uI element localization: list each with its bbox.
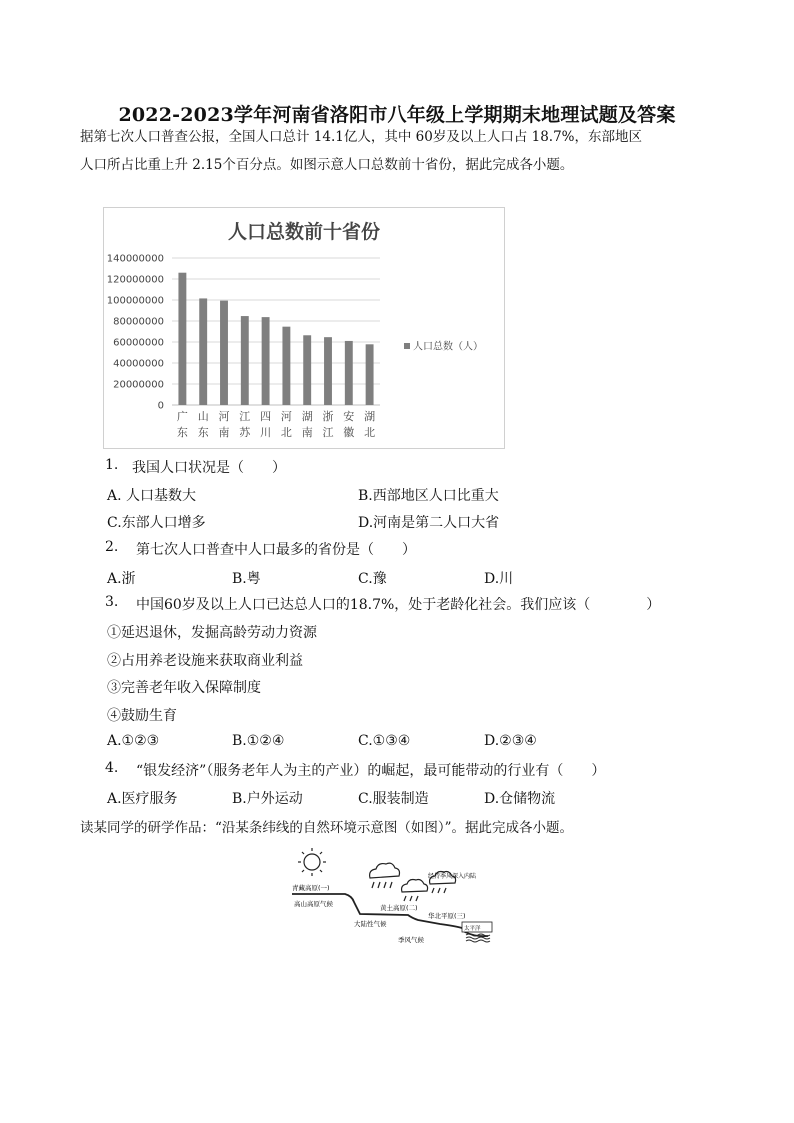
q2-option-c: C.豫 [358, 571, 387, 587]
x-tick-label: 广 [176, 410, 188, 423]
x-tick-label: 江 [322, 426, 334, 439]
bar-广东 [178, 273, 186, 405]
q4-number: 4. [105, 760, 119, 776]
rain-cloud-icon-1 [370, 863, 400, 888]
q3-option-c: C.①③④ [358, 733, 411, 749]
y-tick-label: 0 [157, 400, 164, 412]
x-tick-label: 河 [218, 410, 230, 423]
x-tick-label: 苏 [239, 426, 251, 439]
q4-stem: “银发经济”（服务老年人为主的产业）的崛起，最可能带动的行业有（ ） [136, 763, 606, 779]
x-tick-label: 湖 [364, 410, 376, 423]
q3-item-3: ③完善老年收入保障制度 [107, 680, 261, 696]
x-tick-label: 北 [280, 426, 292, 439]
x-tick-label: 徽 [343, 426, 355, 439]
reading-prompt: 读某同学的研学作品：“沿某条纬线的自然环境示意图（如图）”。据此完成各小题。 [80, 820, 574, 836]
q2-option-b: B.粤 [232, 571, 261, 587]
label-fengshi: 经持季风深入内陆 [428, 873, 477, 880]
q3-option-b: B.①②④ [232, 733, 285, 749]
label-huangtu: 黄土高原(二) [380, 904, 418, 912]
y-tick-label: 40000000 [113, 358, 164, 370]
y-tick-label: 60000000 [113, 337, 164, 349]
q2-option-a: A.浙 [107, 571, 136, 587]
x-tick-label: 浙 [322, 410, 334, 423]
label-jifeng: 季风气候 [398, 936, 424, 944]
sketch-svg [290, 842, 500, 947]
q4-option-a: A.医疗服务 [107, 791, 178, 807]
x-tick-label: 东 [176, 426, 188, 439]
bar-山东 [199, 298, 207, 405]
q1-stem: 我国人口状况是（ ） [132, 460, 286, 476]
y-tick-label: 20000000 [113, 379, 164, 391]
q1-number: 1. [105, 457, 119, 473]
intro-line-1: 据第七次人口普查公报，全国人口总计 14.1亿人，其中 60岁及以上人口占 18.7%，东部地区 [80, 129, 642, 145]
y-tick-label: 140000000 [106, 253, 164, 265]
label-huabei: 华北平原(三) [428, 912, 466, 920]
population-bar-chart [104, 208, 504, 448]
bar-四川 [262, 317, 270, 405]
population-chart [103, 207, 505, 449]
label-qingzang: 青藏高原(一) [292, 884, 330, 892]
x-tick-label: 北 [364, 426, 376, 439]
q2-option-d: D.川 [484, 571, 514, 587]
bar-河南 [220, 301, 228, 405]
q3-item-4: ④鼓励生育 [107, 708, 177, 724]
q3-item-1: ①延迟退休，发掘高龄劳动力资源 [107, 625, 317, 641]
x-tick-label: 川 [260, 426, 272, 439]
q3-number: 3. [105, 594, 119, 610]
x-tick-label: 湖 [301, 410, 313, 423]
q2-stem: 第七次人口普查中人口最多的省份是（ ） [136, 542, 416, 558]
q2-number: 2. [105, 539, 119, 555]
bar-河北 [282, 327, 290, 405]
q3-stem: 中国60岁及以上人口已达总人口的18.7%，处于老龄化社会。我们应该（ ） [136, 597, 661, 613]
y-tick-label: 120000000 [106, 274, 164, 286]
bar-安徽 [345, 341, 353, 405]
bar-江苏 [241, 316, 249, 405]
q3-option-d: D.②③④ [484, 733, 537, 749]
latitude-profile-sketch [290, 842, 500, 947]
x-tick-label: 南 [218, 426, 230, 439]
x-tick-label: 山 [197, 410, 209, 423]
bar-湖南 [303, 335, 311, 405]
q4-option-c: C.服装制造 [358, 791, 429, 807]
x-tick-label: 南 [301, 426, 313, 439]
bar-浙江 [324, 337, 332, 405]
q1-option-a: A. 人口基数大 [107, 488, 197, 504]
y-tick-label: 80000000 [113, 316, 164, 328]
q3-option-a: A.①②③ [107, 733, 160, 749]
page-title: 2022-2023学年河南省洛阳市八年级上学期期末地理试题及答案 [118, 104, 676, 126]
x-tick-label: 安 [343, 410, 355, 423]
legend-swatch [404, 343, 410, 349]
x-tick-label: 江 [239, 410, 251, 423]
legend-label: 人口总数（人） [413, 341, 483, 353]
bar-湖北 [366, 344, 374, 405]
label-taiping: 太平洋 [464, 926, 481, 932]
q1-option-b: B.西部地区人口比重大 [358, 488, 499, 504]
q4-option-d: D.仓储物流 [484, 791, 556, 807]
chart-title: 人口总数前十省份 [227, 221, 381, 243]
label-dalu: 大陆性气候 [354, 920, 387, 928]
label-gaoshan: 高山高原气候 [294, 900, 333, 908]
q1-option-c: C.东部人口增多 [107, 515, 206, 531]
q4-option-b: B.户外运动 [232, 791, 303, 807]
x-tick-label: 河 [280, 410, 292, 423]
q1-option-d: D.河南是第二人口大省 [358, 515, 500, 531]
rain-cloud-icon-2 [402, 880, 428, 902]
x-tick-label: 四 [260, 410, 272, 423]
x-tick-label: 东 [197, 426, 209, 439]
q3-item-2: ②占用养老设施来获取商业利益 [107, 653, 303, 669]
intro-line-2: 人口所占比重上升 2.15个百分点。如图示意人口总数前十省份，据此完成各小题。 [80, 157, 574, 173]
sun-icon [298, 848, 326, 876]
y-tick-label: 100000000 [106, 295, 164, 307]
